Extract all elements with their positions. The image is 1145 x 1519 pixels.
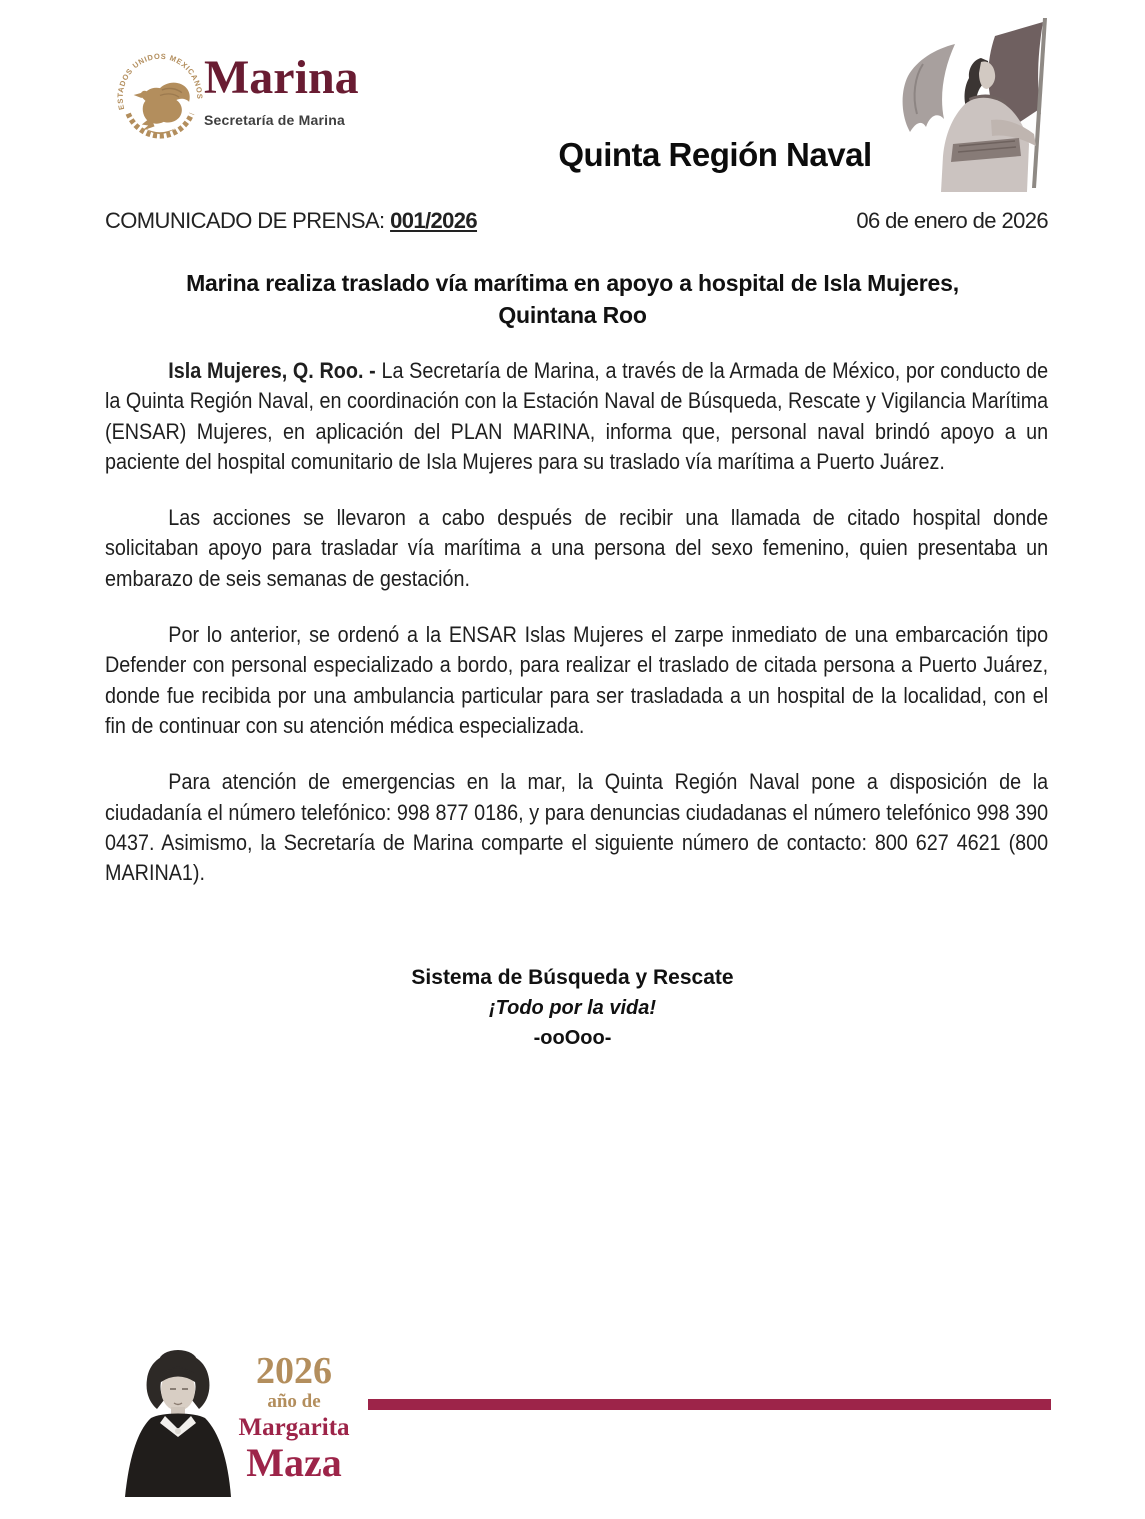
- press-release-date: 06 de enero de 2026: [856, 208, 1048, 233]
- maza-dress: [125, 1414, 231, 1498]
- maza-emblem-text: [230, 1352, 358, 1483]
- document-title: [101, 267, 1044, 331]
- press-release-number: 001/2026: [390, 208, 478, 233]
- document-body: [105, 356, 1048, 914]
- paragraph-3: Por lo anterior, se ordenó a la ENSAR Islas Mujeres el zarpe inmediato de una embarcación tipo Defender con personal especializado a bordo, para realizar el traslado de citada persona a Puerto Juárez, donde fue recibida por una ambulancia particular para ser trasladada a un hospital de la localidad, con el fin de continuar con su atención médica especializada.: [105, 622, 1049, 738]
- brand-block: [204, 51, 359, 128]
- footer-red-bar: [368, 1399, 1051, 1410]
- seal-caption: ESTADOS UNIDOS MEXICANOS: [115, 51, 205, 111]
- maza-portrait-illustration: [120, 1345, 238, 1499]
- paragraph-1: [105, 356, 1048, 477]
- signature-system: Sistema de Búsqueda y Rescate: [411, 966, 734, 989]
- paragraph-2: Las acciones se llevaron a cabo después de recibir una llamada de citado hospital donde solicitaban apoyo para trasladar vía marítima a una persona del sexo femenino, quien presentaba un embarazo de seis semanas de gestación.: [105, 505, 1049, 591]
- paragraph-1-dateline: Isla Mujeres, Q. Roo. -: [168, 358, 382, 383]
- brand-subtitle: Secretaría de Marina: [204, 112, 345, 128]
- signature-block: [0, 963, 1145, 1053]
- signature-separator: -ooOoo-: [533, 1027, 612, 1049]
- press-release-line: [105, 208, 477, 234]
- document-title-line1: Marina realiza traslado vía marítima en apoyo a hospital de Isla Mujeres,: [186, 270, 959, 296]
- signature-motto: ¡Todo por la vida!: [488, 997, 657, 1019]
- maza-caption: año de: [267, 1390, 321, 1412]
- brand-wordmark: Marina: [204, 51, 359, 104]
- document-title-line2: Quintana Roo: [498, 302, 647, 328]
- maza-name-line2: Maza: [246, 1439, 342, 1485]
- maza-year: 2026: [256, 1350, 332, 1392]
- mexico-coat-of-arms-icon: [114, 50, 206, 150]
- paragraph-4: Para atención de emergencias en la mar, la Quinta Región Naval pone a disposición de la ciudadanía el número telefónico: 998 877 0186, y para denuncias ciudadanas el número telefónico 998 390 0437. Asimismo, la Secretaría de Marina comparte el siguiente número de contacto: 800 627 4621 (800 MARINA1).: [105, 769, 1049, 886]
- paragraph-1-text: La Secretaría de Marina, a través de la Armada de México, por conducto de la Quinta Región Naval, en coordinación con la Estación Naval de Búsqueda, Rescate y Vigilancia Marítima (ENSAR) Mujeres, en aplicación del PLAN MARINA, informa que, personal naval brindó apoyo a un paciente del hospital comunitario de Isla Mujeres para su traslado vía marítima a Puerto Juárez.: [105, 358, 1049, 474]
- maza-name-line1: Margarita: [238, 1413, 350, 1441]
- press-release-label: COMUNICADO DE PRENSA:: [105, 208, 391, 233]
- meta-row: [105, 208, 1048, 234]
- region-title: Quinta Región Naval: [558, 136, 872, 173]
- flag-drape: [903, 44, 955, 132]
